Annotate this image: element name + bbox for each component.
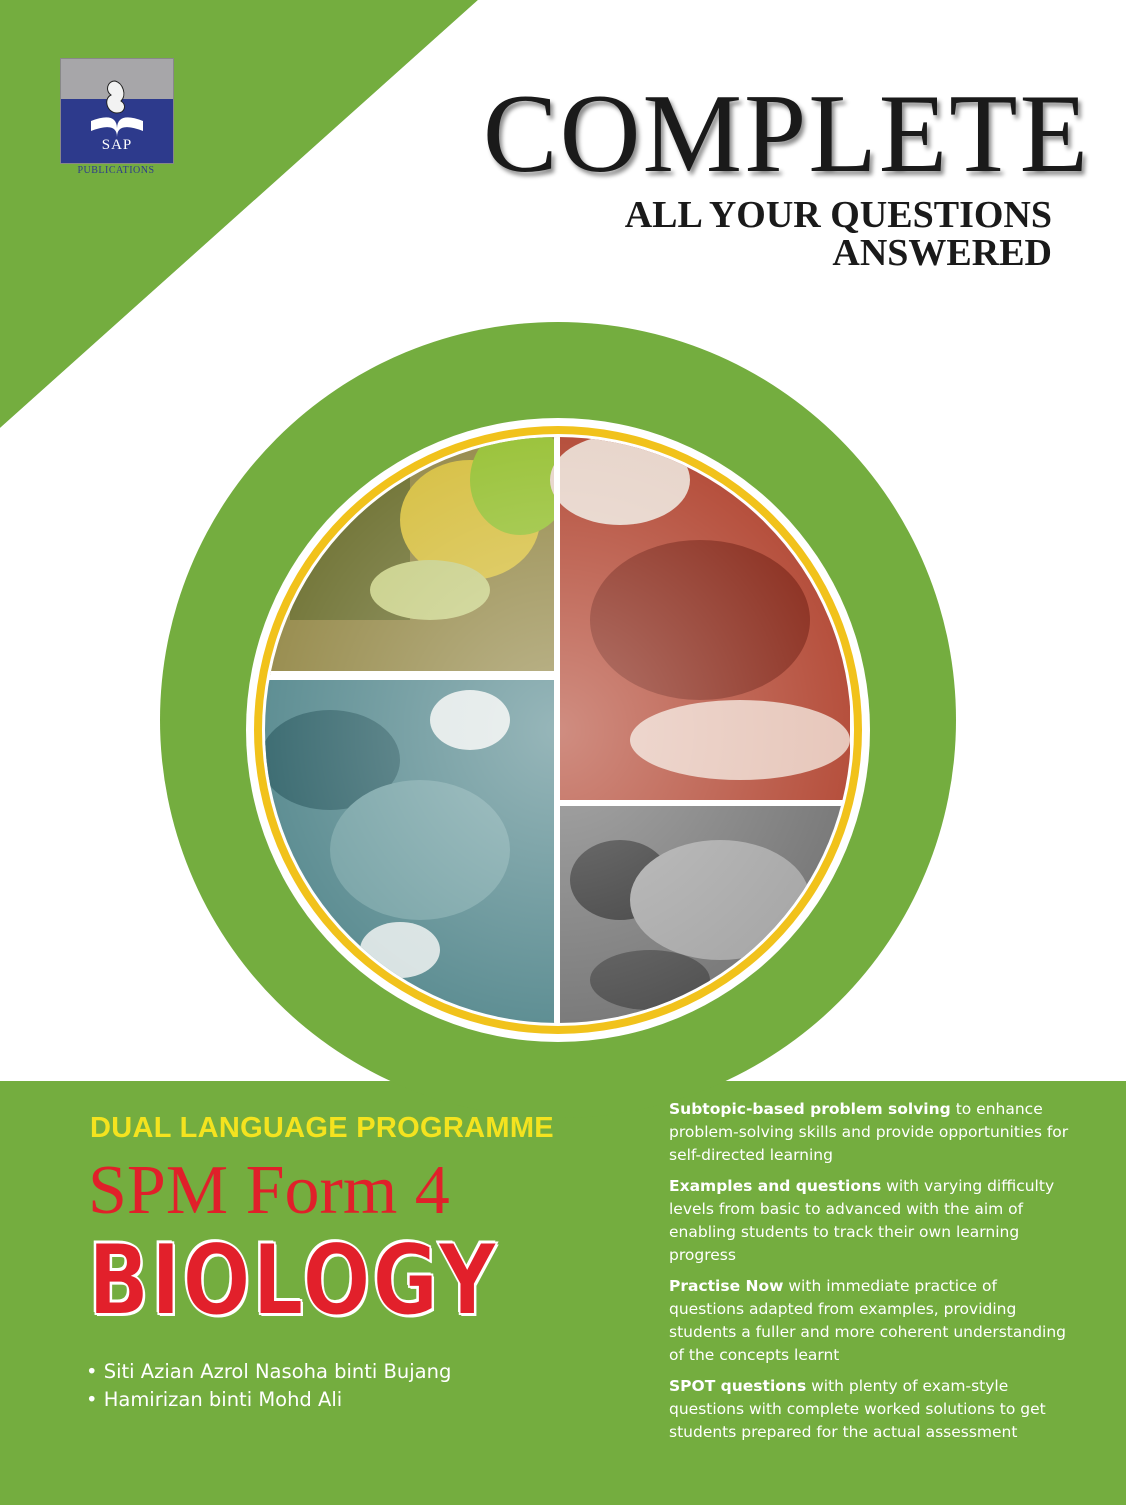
feature-text: to enhance problem-solving skills and provide opportunities for self-directed learning <box>669 1100 1069 1164</box>
level-label: SPM Form 4 <box>88 1152 450 1229</box>
subject-title: BIOLOGY <box>88 1224 498 1338</box>
author-list <box>86 1358 451 1414</box>
feature-heading: SPOT questions <box>669 1377 807 1395</box>
feature-text: with plenty of exam-style questions with complete worked solutions to get students prepared for the actual assessment <box>669 1377 1046 1441</box>
series-title: COMPLETE <box>482 72 1090 196</box>
feature-list <box>669 1098 1069 1452</box>
publisher-logo <box>60 58 174 176</box>
feature-item <box>669 1275 1069 1367</box>
feature-item <box>669 1375 1069 1444</box>
programme-label: DUAL LANGUAGE PROGRAMME <box>90 1112 554 1144</box>
feature-item <box>669 1175 1069 1267</box>
logo-subtitle: PUBLICATIONS <box>77 165 155 176</box>
author-item: • Hamirizan binti Mohd Ali <box>86 1388 343 1411</box>
feature-heading: Examples and questions <box>669 1177 882 1195</box>
author-item: • Siti Azian Azrol Nasoha binti Bujang <box>86 1360 452 1383</box>
feature-text: with varying difficulty levels from basic to advanced with the aim of enabling students to track their own learning progress <box>669 1177 1055 1264</box>
logo-name: SAP <box>101 137 133 153</box>
feature-text: with immediate practice of questions adapted from examples, providing students a fuller and more coherent understanding of the concepts learnt <box>669 1277 1067 1364</box>
feature-item <box>669 1098 1069 1167</box>
feature-heading: Practise Now <box>669 1277 784 1295</box>
series-tagline: ALL YOUR QUESTIONS ANSWERED <box>624 194 1052 274</box>
feature-heading: Subtopic-based problem solving <box>669 1100 951 1118</box>
